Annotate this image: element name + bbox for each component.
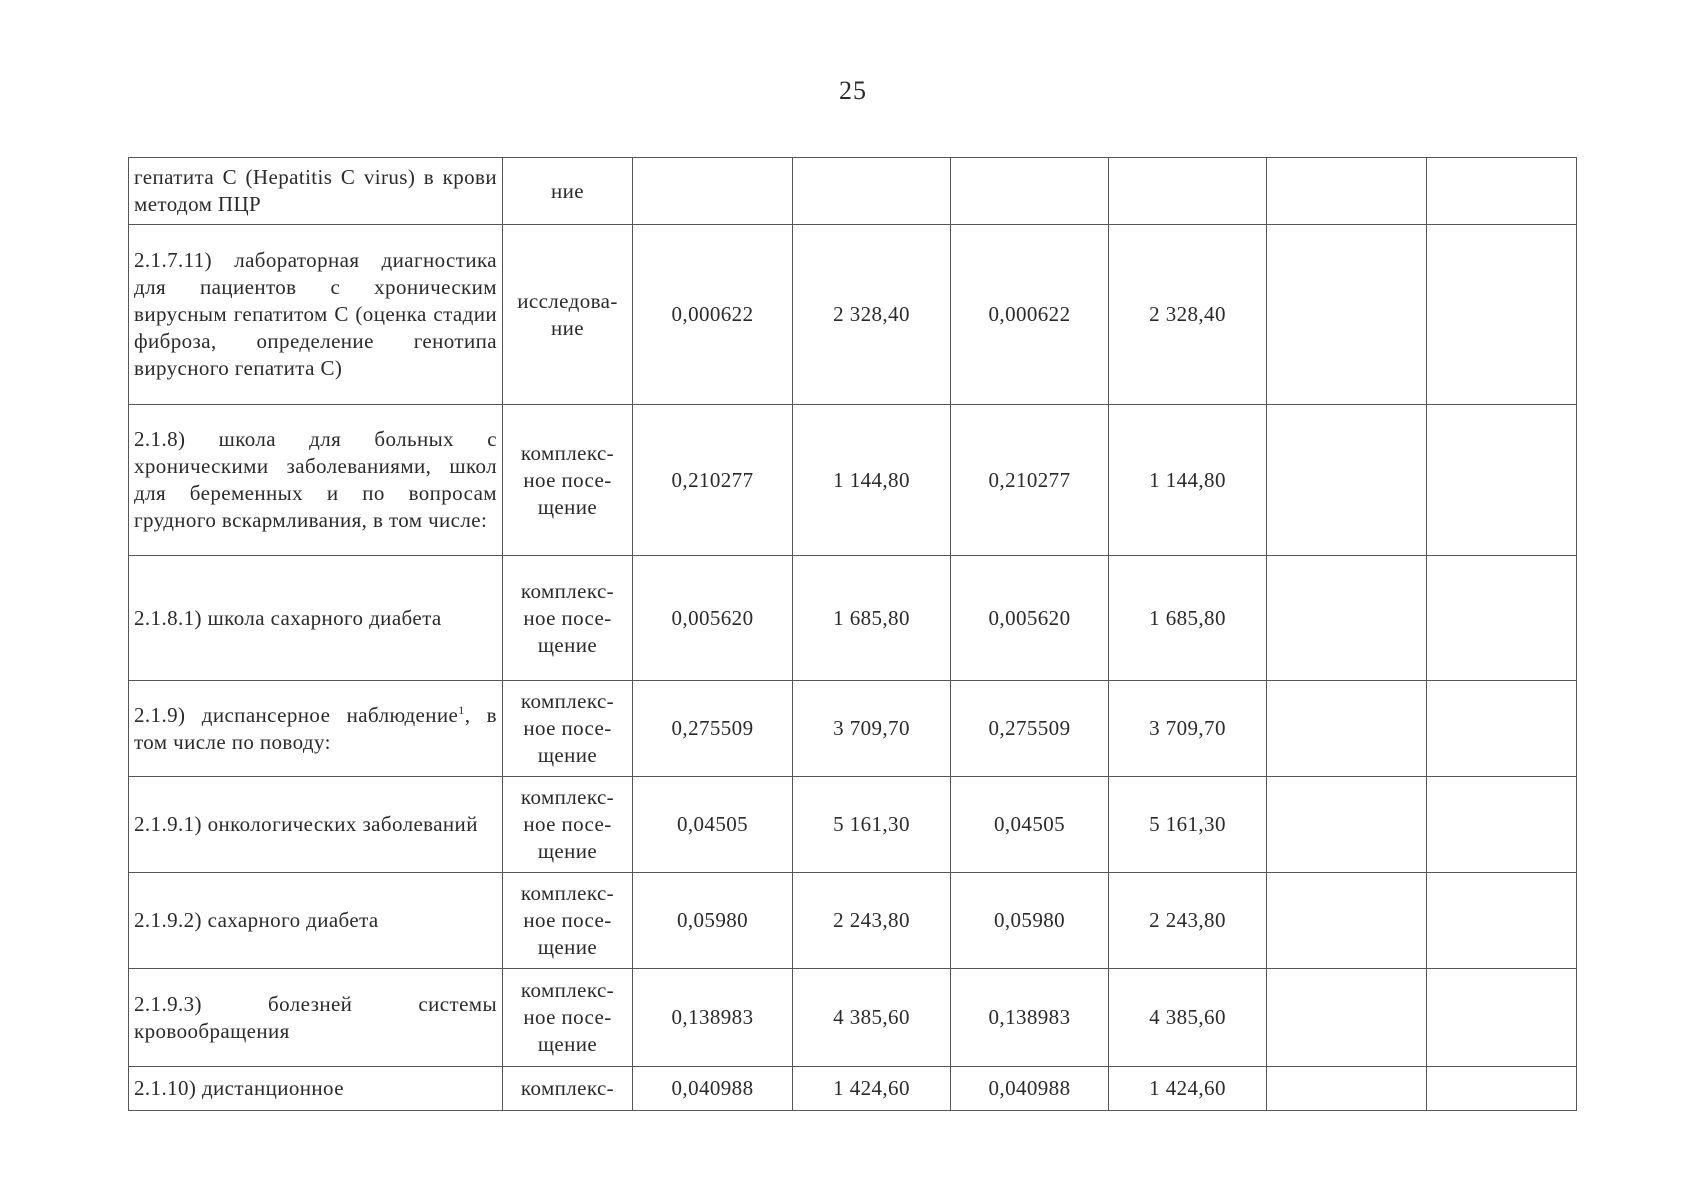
row-name: 2.1.10) дистанционное	[129, 1067, 503, 1111]
row-unit: комплекс-ное посе-щение	[503, 873, 633, 969]
cell-value-1	[633, 158, 793, 225]
cell-value-5	[1267, 225, 1427, 405]
cell-value-1: 0,210277	[633, 405, 793, 556]
cell-value-4: 3 709,70	[1109, 681, 1267, 777]
cell-value-3: 0,05980	[951, 873, 1109, 969]
cell-value-2: 2 243,80	[793, 873, 951, 969]
row-unit: комплекс-ное посе-щение	[503, 777, 633, 873]
cell-value-4	[1109, 158, 1267, 225]
cell-value-3	[951, 158, 1109, 225]
cell-value-1: 0,040988	[633, 1067, 793, 1111]
row-unit: комплекс-	[503, 1067, 633, 1111]
cell-value-2: 1 685,80	[793, 556, 951, 681]
cell-value-6	[1427, 681, 1577, 777]
data-table	[128, 157, 1577, 1111]
table-row	[129, 158, 1577, 225]
cell-value-4: 1 685,80	[1109, 556, 1267, 681]
cell-value-3: 0,005620	[951, 556, 1109, 681]
row-unit: комплекс-ное посе-щение	[503, 556, 633, 681]
row-name: 2.1.8.1) школа сахарного диабета	[129, 556, 503, 681]
cell-value-5	[1267, 1067, 1427, 1111]
cell-value-6	[1427, 225, 1577, 405]
row-name: 2.1.7.11) лабораторная диагностика для пациентов с хроническим вирусным гепатитом С (оценка стадии фиброза, определение генотипа вирусного гепатита С)	[129, 225, 503, 405]
cell-value-6	[1427, 777, 1577, 873]
cell-value-3: 0,210277	[951, 405, 1109, 556]
cell-value-5	[1267, 969, 1427, 1067]
cell-value-5	[1267, 405, 1427, 556]
cell-value-4: 2 328,40	[1109, 225, 1267, 405]
cell-value-1: 0,275509	[633, 681, 793, 777]
footnote-marker: 1	[458, 702, 465, 717]
row-name	[129, 681, 503, 777]
row-name: 2.1.9.1) онкологических заболеваний	[129, 777, 503, 873]
table-row	[129, 556, 1577, 681]
cell-value-4: 2 243,80	[1109, 873, 1267, 969]
row-unit: комплекс-ное посе-щение	[503, 405, 633, 556]
cell-value-3: 0,275509	[951, 681, 1109, 777]
cell-value-2: 2 328,40	[793, 225, 951, 405]
page-number: 25	[839, 76, 867, 105]
cell-value-6	[1427, 1067, 1577, 1111]
cell-value-2	[793, 158, 951, 225]
cell-value-5	[1267, 681, 1427, 777]
cell-value-2: 4 385,60	[793, 969, 951, 1067]
cell-value-3: 0,138983	[951, 969, 1109, 1067]
table-row	[129, 873, 1577, 969]
cell-value-3: 0,040988	[951, 1067, 1109, 1111]
cell-value-1: 0,04505	[633, 777, 793, 873]
row-unit: комплекс-ное посе-щение	[503, 969, 633, 1067]
cell-value-6	[1427, 158, 1577, 225]
row-name: 2.1.8) школа для больных с хроническими заболеваниями, школ для беременных и по вопросам грудного вскармливания, в том числе:	[129, 405, 503, 556]
cell-value-4: 4 385,60	[1109, 969, 1267, 1067]
cell-value-6	[1427, 969, 1577, 1067]
cell-value-6	[1427, 556, 1577, 681]
cell-value-3: 0,04505	[951, 777, 1109, 873]
cell-value-2: 3 709,70	[793, 681, 951, 777]
cell-value-4: 1 424,60	[1109, 1067, 1267, 1111]
cell-value-3: 0,000622	[951, 225, 1109, 405]
cell-value-1: 0,000622	[633, 225, 793, 405]
table-row	[129, 969, 1577, 1067]
cell-value-6	[1427, 873, 1577, 969]
cell-value-2: 5 161,30	[793, 777, 951, 873]
row-name: 2.1.9.2) сахарного диабета	[129, 873, 503, 969]
cell-value-4: 1 144,80	[1109, 405, 1267, 556]
cell-value-4: 5 161,30	[1109, 777, 1267, 873]
cell-value-5	[1267, 777, 1427, 873]
row-name-rest: , в том числе по поводу:	[134, 702, 498, 754]
cell-value-1: 0,005620	[633, 556, 793, 681]
table-row	[129, 225, 1577, 405]
row-unit: ние	[503, 158, 633, 225]
cell-value-2: 1 144,80	[793, 405, 951, 556]
table-row	[129, 681, 1577, 777]
cell-value-5	[1267, 158, 1427, 225]
cell-value-1: 0,138983	[633, 969, 793, 1067]
row-unit: исследова-ние	[503, 225, 633, 405]
row-name: 2.1.9.3) болезней системы кровообращения	[129, 969, 503, 1067]
row-name-text: 2.1.9) диспансерное наблюдение	[134, 702, 459, 727]
table-row	[129, 777, 1577, 873]
row-unit: комплекс-ное посе-щение	[503, 681, 633, 777]
cell-value-5	[1267, 873, 1427, 969]
table-row	[129, 405, 1577, 556]
row-name: гепатита С (Hepatitis С virus) в крови методом ПЦР	[129, 158, 503, 225]
table-row	[129, 1067, 1577, 1111]
cell-value-6	[1427, 405, 1577, 556]
cell-value-1: 0,05980	[633, 873, 793, 969]
cell-value-2: 1 424,60	[793, 1067, 951, 1111]
cell-value-5	[1267, 556, 1427, 681]
